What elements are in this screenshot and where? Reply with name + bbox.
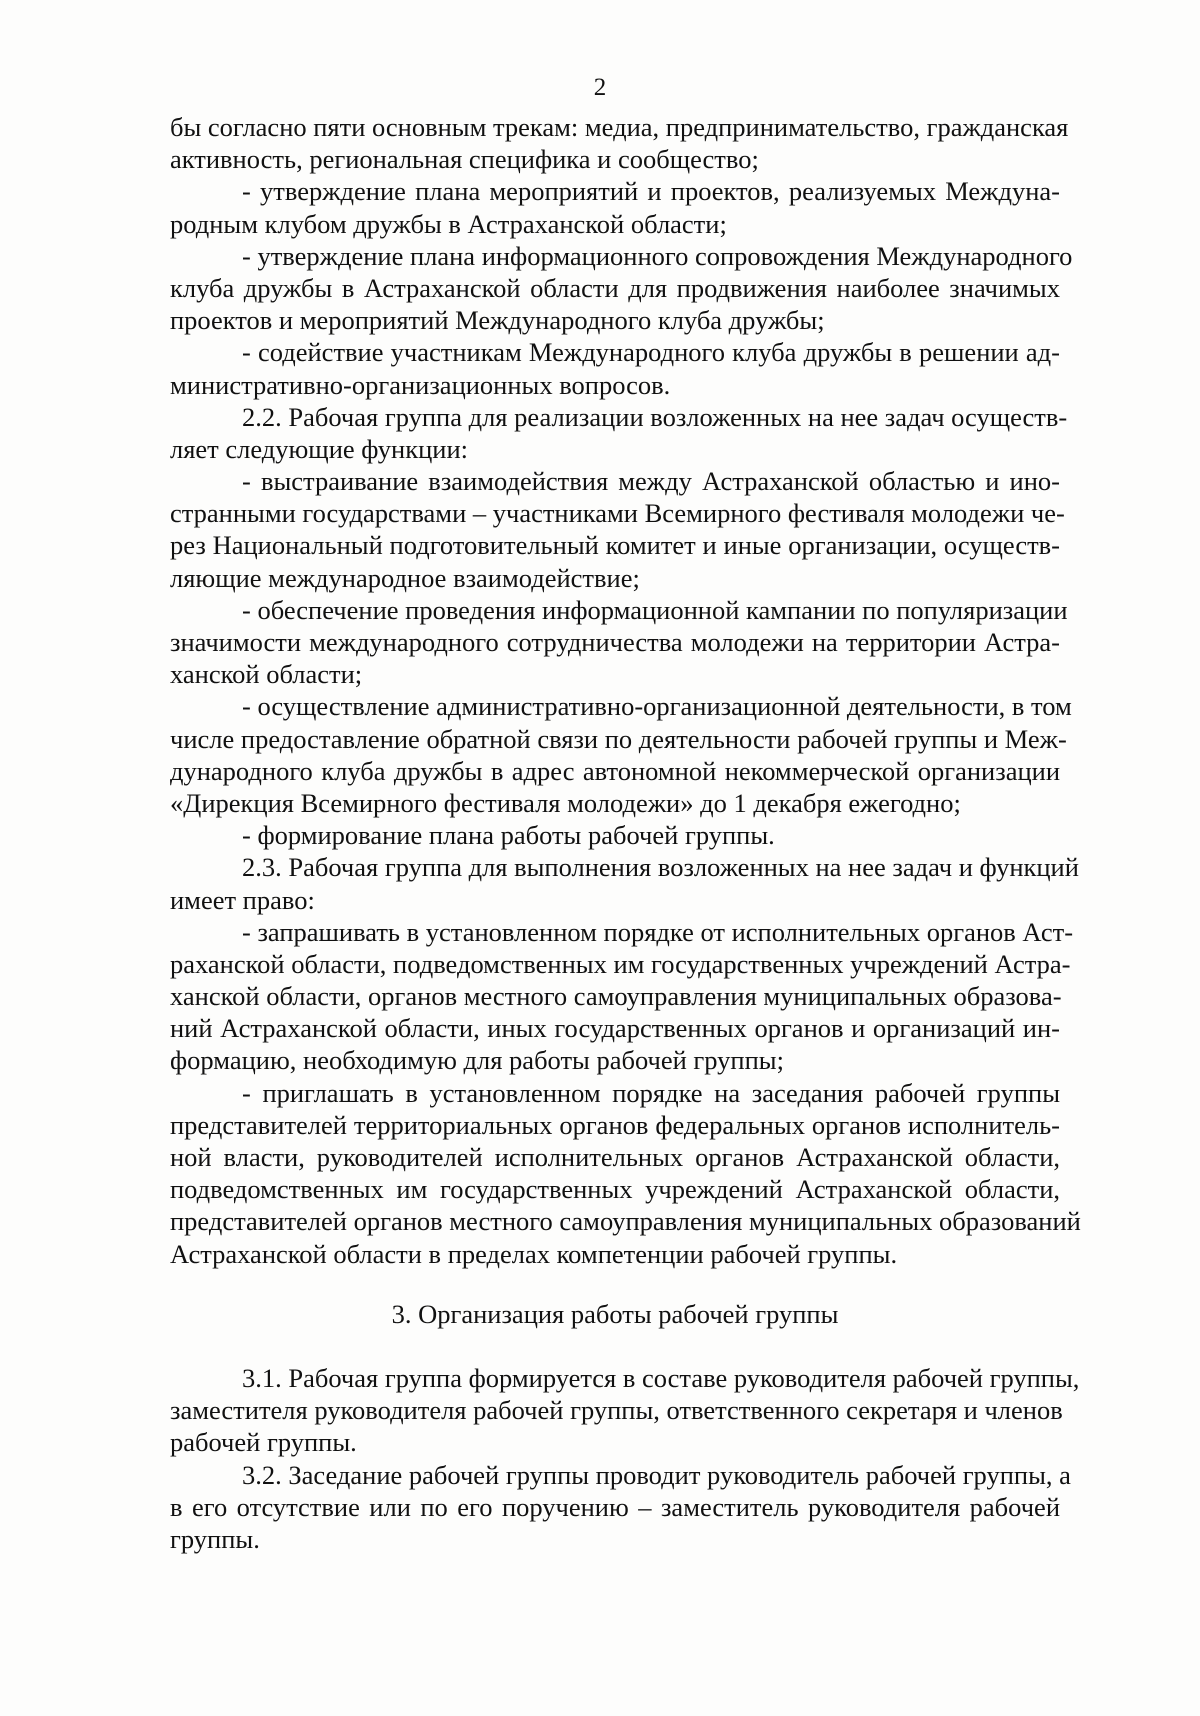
text-line: формацию, необходимую для работы рабочей группы; (170, 1045, 784, 1076)
text-line: заместителя руководителя рабочей группы, ответственного секретаря и членов (170, 1395, 1063, 1426)
text-line: родным клубом дружбы в Астраханской области; (170, 208, 727, 239)
text-line: - осуществление административно-организационной деятельности, в том (242, 691, 1072, 722)
text-line: рабочей группы. (170, 1427, 357, 1458)
text-line: - приглашать в установленном порядке на заседания рабочей группы (242, 1077, 1060, 1108)
text-line: дународного клуба дружбы в адрес автономной некоммерческой организации (170, 755, 1060, 786)
text-line: - выстраивание взаимодействия между Астраханской областью и ино- (242, 466, 1060, 497)
text-line: представителей территориальных органов федеральных органов исполнитель- (170, 1109, 1060, 1140)
text-line: числе предоставление обратной связи по деятельности рабочей группы и Меж- (170, 723, 1067, 754)
text-line: «Дирекция Всемирного фестиваля молодежи» до 1 декабря ежегодно; (170, 787, 961, 818)
text-line: в его отсутствие или по его поручению – заместитель руководителя рабочей (170, 1491, 1060, 1522)
text-line: имеет право: (170, 884, 315, 915)
document-body (170, 111, 1081, 1555)
text-line: группы. (170, 1523, 260, 1554)
text-line: клуба дружбы в Астраханской области для продвижения наиболее значимых (170, 272, 1060, 303)
text-line: подведомственных им государственных учреждений Астраханской области, (170, 1174, 1060, 1205)
text-line: странными государствами – участниками Всемирного фестиваля молодежи че- (170, 498, 1065, 529)
text-line: - утверждение плана мероприятий и проектов, реализуемых Междуна- (242, 176, 1060, 207)
text-line: - обеспечение проведения информационной кампании по популяризации (242, 594, 1068, 625)
text-line: проектов и мероприятий Международного клуба дружбы; (170, 305, 825, 336)
text-line: раханской области, подведомственных им государственных учреждений Астра- (170, 948, 1071, 979)
text-line: рез Национальный подготовительный комитет и иные организации, осуществ- (170, 530, 1060, 561)
text-line: ний Астраханской области, иных государственных органов и организаций ин- (170, 1013, 1060, 1044)
page-number: 2 (593, 74, 607, 101)
text-line: ной власти, руководителей исполнительных органов Астраханской области, (170, 1142, 1060, 1172)
text-line: Астраханской области в пределах компетенции рабочей группы. (170, 1238, 898, 1269)
text-line: бы согласно пяти основным трекам: медиа, предпринимательство, гражданская (170, 112, 1069, 142)
text-line: представителей органов местного самоуправления муниципальных образований (170, 1206, 1081, 1237)
text-line: значимости международного сотрудничества молодежи на территории Астра- (170, 627, 1060, 657)
text-line: ляющие международное взаимодействие; (170, 562, 640, 593)
section-3-text (170, 1362, 1080, 1555)
text-line: - содействие участникам Международного клуба дружбы в решении ад- (242, 337, 1060, 368)
text-line: 2.2. Рабочая группа для реализации возложенных на нее задач осуществ- (242, 401, 1068, 432)
text-line: ханской области, органов местного самоуправления муниципальных образова- (170, 981, 1062, 1012)
text-line: министративно-организационных вопросов. (170, 369, 671, 400)
text-line: 3.1. Рабочая группа формируется в составе руководителя рабочей группы, (242, 1362, 1080, 1393)
section-2-text (170, 111, 1081, 1270)
text-line: - утверждение плана информационного сопровождения Международного (242, 240, 1073, 271)
text-line: 3.2. Заседание рабочей группы проводит руководитель рабочей группы, а (242, 1459, 1071, 1490)
section-heading: 3. Организация работы рабочей группы (391, 1298, 839, 1329)
text-line: - запрашивать в установленном порядке от исполнительных органов Аст- (242, 916, 1074, 947)
text-line: активность, региональная специфика и сообщество; (170, 144, 759, 175)
text-line: ляет следующие функции: (170, 433, 469, 464)
text-line: 2.3. Рабочая группа для выполнения возложенных на нее задач и функций (242, 852, 1079, 883)
text-line: ханской области; (170, 659, 363, 690)
text-line: - формирование плана работы рабочей группы. (242, 820, 775, 851)
